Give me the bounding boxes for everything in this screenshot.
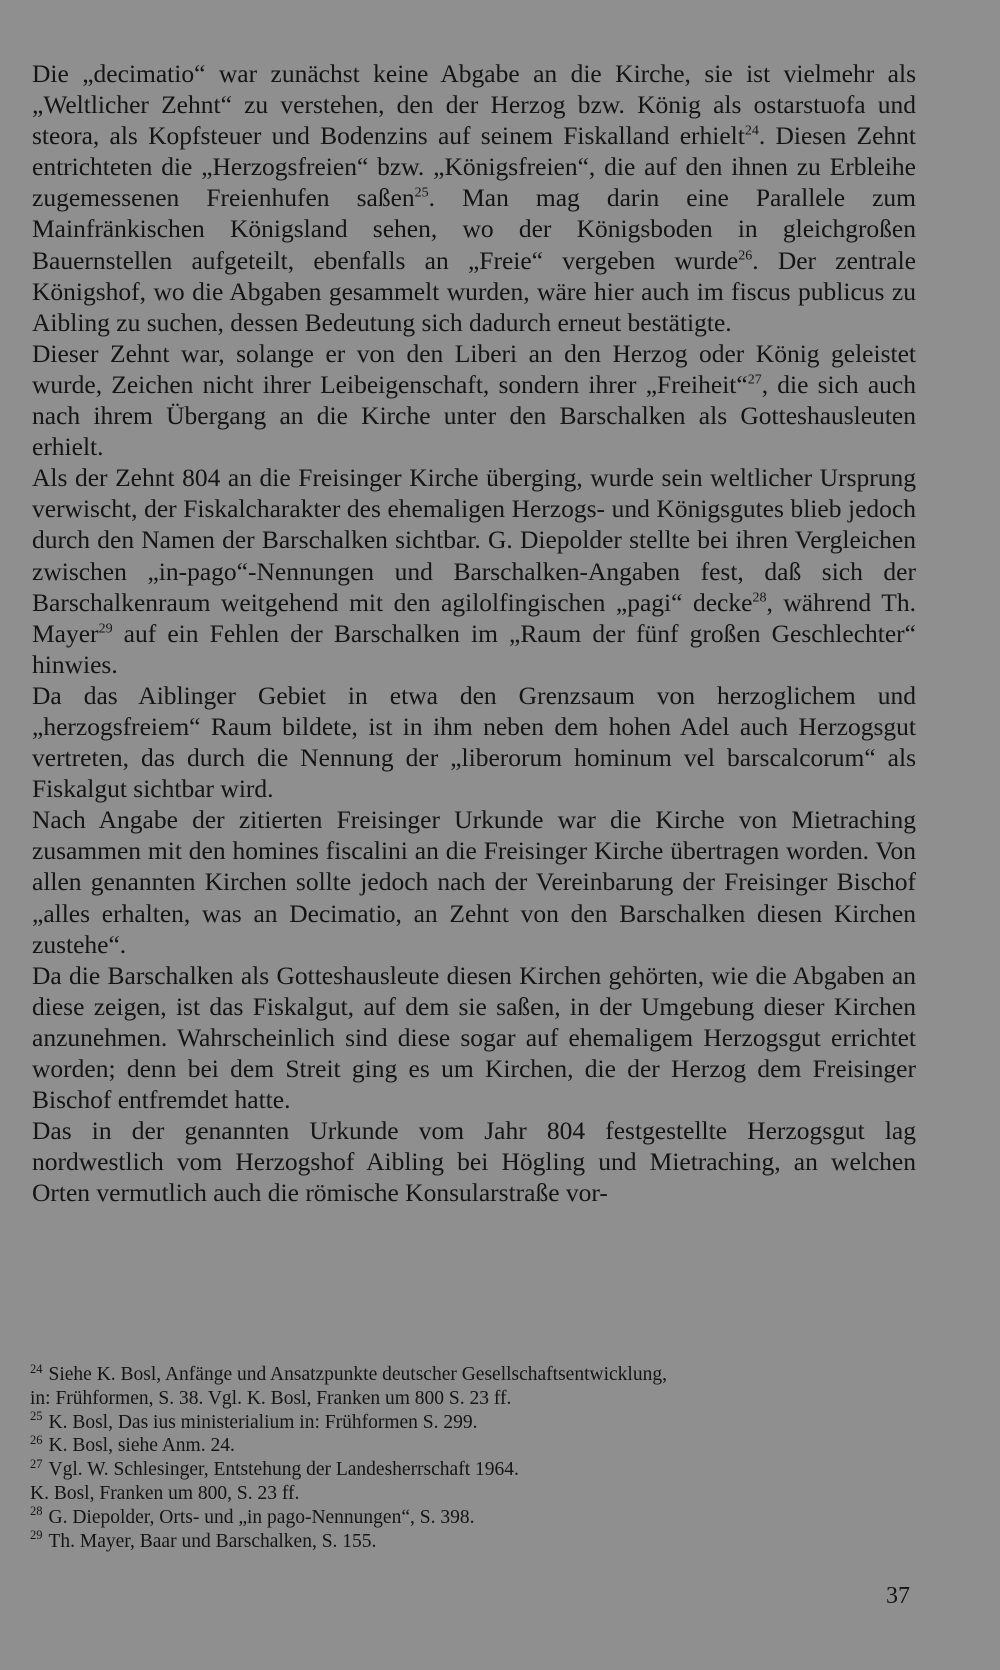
text-segment: Da die Barschalken als Gotteshausleute diesen Kirchen gehörten, wie die Abgaben an diese zeigen, ist das Fiskalgut, auf dem sie saßen, in der Umgebung dieser Kirchen anzunehmen. Wahrscheinlich sind diese sogar auf ehemaligem Herzogsgut errichtet worden; denn bei dem Streit ging es um Kirchen, die der Herzog dem Freisinger Bischof entfremdet hatte. (32, 960, 916, 1115)
footnote-reference: 29 (98, 621, 113, 637)
footnote-line (30, 1458, 920, 1482)
footnote-reference: 28 (752, 590, 767, 606)
footnote-number: 26 (30, 1432, 43, 1447)
text-segment: . Der zentrale Königshof, wo die Abgaben gesammelt wurden, wäre hier auch im fiscus publicus zu Aibling zu suchen, dessen Bedeutung sich dadurch erneut bestätigte. (32, 245, 916, 337)
footnote-number: 29 (30, 1528, 43, 1543)
paragraph (32, 804, 916, 959)
text-segment: auf ein Fehlen der Barschalken im „Raum der fünf großen Geschlechter“ hinwies. (32, 618, 916, 679)
footnote-text: Th. Mayer, Baar und Barschalken, S. 155. (48, 1530, 377, 1552)
text-segment: , während Th. Mayer (32, 587, 916, 648)
footnote-reference: 24 (744, 123, 759, 139)
page-number: 37 (886, 1583, 910, 1609)
text-segment: Die „decimatio“ war zunächst keine Abgabe an die Kirche, sie ist vielmehr als „Weltlicher Zehnt“ zu verstehen, den der Herzog bzw. König als ostarstuofa und steora, als Kopfsteuer und Bodenzins auf seinem Fiskalland erhielt (32, 59, 916, 151)
paragraph (32, 338, 916, 462)
footnote-reference: 26 (738, 248, 753, 264)
text-segment: Nach Angabe der zitierten Freisinger Urkunde war die Kirche von Mietraching zusammen mit den homines fiscalini an die Freisinger Kirche übertragen worden. Von allen genannten Kirchen sollte jedoch nach der Vereinbarung der Freisinger Bischof „alles erhalten, was an Decimatio, an Zehnt von den Barschalken diesen Kirchen zustehe“. (32, 805, 916, 959)
footnote-line (30, 1482, 920, 1506)
text-segment: . Man mag darin eine Parallele zum Mainfränkischen Königsland sehen, wo der Königsboden in gleichgroßen Bauernstellen aufgeteilt, ebenfalls an „Freie“ vergeben wurde (32, 183, 916, 275)
footnote-line (30, 1387, 920, 1411)
footnote-reference: 27 (747, 372, 762, 388)
paragraph (32, 58, 916, 338)
footnote-reference: 25 (414, 185, 429, 201)
footnote-number: 28 (30, 1504, 43, 1519)
footnote-line (30, 1434, 920, 1458)
footnote-line (30, 1506, 920, 1530)
text-segment: Das in der genannten Urkunde vom Jahr 804 festgestellte Herzogsgut lag nordwestlich vom Herzogshof Aibling bei Högling und Mietraching, an welchen Orten vermutlich auch die römische Konsularstraße vor- (32, 1116, 916, 1208)
footnote-line (30, 1530, 920, 1554)
footnote-text: G. Diepolder, Orts- und „in pago-Nennungen“, S. 398. (48, 1506, 475, 1528)
text-segment: Dieser Zehnt war, solange er von den Liberi an den Herzog oder König geleistet wurde, Zeichen nicht ihrer Leibeigenschaft, sondern ihrer „Freiheit“ (32, 338, 916, 399)
footnote-line (30, 1363, 920, 1387)
footnote-line (30, 1411, 920, 1435)
footnote-text: K. Bosl, Das ius ministerialium in: Frühformen S. 299. (48, 1411, 478, 1433)
footnote-text: Vgl. W. Schlesinger, Entstehung der Landesherrschaft 1964. (48, 1459, 519, 1481)
footnote-number: 24 (30, 1361, 43, 1376)
footnote-text: Siehe K. Bosl, Anfänge und Ansatzpunkte deutscher Gesellschaftsentwicklung, (48, 1364, 667, 1385)
main-text (32, 58, 916, 1208)
paragraph (32, 680, 916, 804)
paragraph (32, 1115, 916, 1208)
footnotes (30, 1363, 920, 1553)
text-segment: . Diesen Zehnt entrichteten die „Herzogsfreien“ bzw. „Königsfreien“, die auf den ihnen zu Erbleihe zugemessenen Freienhufen saßen (32, 121, 916, 213)
paragraph (32, 960, 916, 1115)
paragraph (32, 462, 916, 680)
footnote-text: in: Frühformen, S. 38. Vgl. K. Bosl, Franken um 800 S. 23 ff. (30, 1387, 512, 1409)
text-segment: Als der Zehnt 804 an die Freisinger Kirche überging, wurde sein weltlicher Ursprung verwischt, der Fiskalcharakter des ehemaligen Herzogs- und Königsgutes blieb jedoch durch den Namen der Barschalken sichtbar. G. Diepolder stellte bei ihren Vergleichen zwischen „in-pago“-Nennungen und Barschalken-Angaben fest, daß sich der Barschalkenraum weitgehend mit den agilolfingischen „pagi“ decke (32, 463, 916, 617)
footnote-number: 27 (30, 1456, 43, 1471)
footnote-text: K. Bosl, Franken um 800, S. 23 ff. (30, 1482, 300, 1504)
footnote-text: K. Bosl, siehe Anm. 24. (48, 1435, 235, 1457)
text-segment: Da das Aiblinger Gebiet in etwa den Grenzsaum von herzoglichem und „herzogsfreiem“ Raum bildete, ist in ihm neben dem hohen Adel auch Herzogsgut vertreten, das durch die Nennung der „liberorum hominum vel barscalcorum“ als Fiskalgut sichtbar wird. (32, 680, 916, 804)
text-segment: , die sich auch nach ihrem Übergang an die Kirche unter den Barschalken als Gotteshausleuten erhielt. (32, 369, 916, 462)
footnote-number: 25 (30, 1409, 43, 1424)
